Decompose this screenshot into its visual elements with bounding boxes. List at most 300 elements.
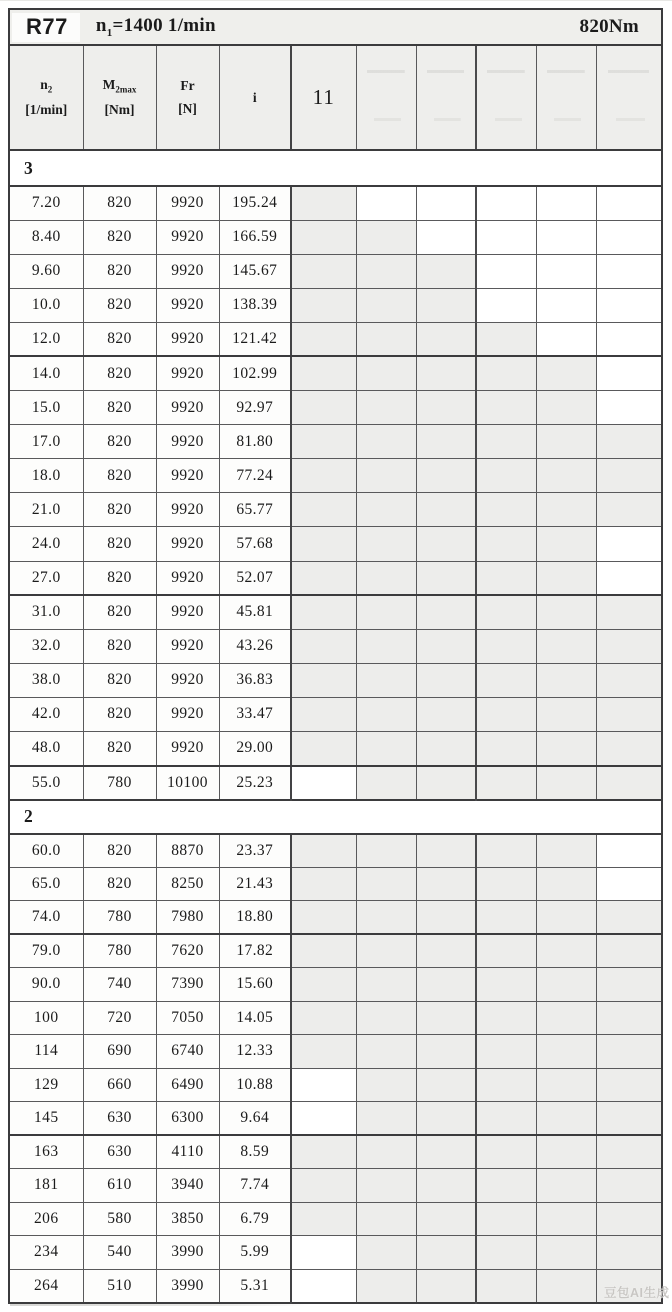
cell-n2: 24.0 — [9, 527, 83, 561]
availability-cell-shaded — [356, 254, 416, 288]
cell-n2: 18.0 — [9, 459, 83, 493]
availability-cell-shaded — [356, 1169, 416, 1203]
availability-cell-shaded — [291, 561, 356, 595]
cell-m2max: 630 — [83, 1102, 156, 1136]
cell-n2: 9.60 — [9, 254, 83, 288]
availability-cell-shaded — [291, 288, 356, 322]
col-header-motor-11 — [291, 45, 356, 150]
availability-cell-shaded — [356, 459, 416, 493]
availability-cell-shaded — [416, 934, 476, 968]
table-row — [9, 663, 662, 697]
availability-cell-shaded — [536, 1202, 596, 1236]
col-header-n2 — [9, 45, 83, 150]
availability-cell-shaded — [476, 1035, 536, 1069]
availability-cell-shaded — [596, 1068, 662, 1102]
cell-m2max: 820 — [83, 663, 156, 697]
availability-cell-shaded — [536, 901, 596, 935]
availability-cell-shaded — [416, 1001, 476, 1035]
cell-i: 65.77 — [219, 493, 291, 527]
cell-n2: 14.0 — [9, 356, 83, 390]
cell-fr: 9920 — [156, 186, 219, 220]
availability-cell-shaded — [356, 527, 416, 561]
cell-m2max: 780 — [83, 766, 156, 800]
availability-cell-shaded — [291, 425, 356, 459]
availability-cell-shaded — [536, 834, 596, 868]
availability-cell-empty — [596, 254, 662, 288]
availability-cell-shaded — [356, 1269, 416, 1303]
availability-cell-shaded — [416, 766, 476, 800]
availability-cell-shaded — [291, 493, 356, 527]
availability-cell-shaded — [416, 901, 476, 935]
availability-cell-shaded — [416, 527, 476, 561]
cell-i: 21.43 — [219, 867, 291, 901]
cell-i: 43.26 — [219, 629, 291, 663]
col-header-i-symbol: i — [252, 89, 257, 105]
availability-cell-shaded — [536, 1135, 596, 1169]
table-row — [9, 867, 662, 901]
table-row — [9, 1035, 662, 1069]
ai-watermark: 豆包AI生成 — [604, 1286, 670, 1300]
cell-i: 29.00 — [219, 732, 291, 766]
cell-i: 81.80 — [219, 425, 291, 459]
cell-m2max: 820 — [83, 629, 156, 663]
cell-fr: 9920 — [156, 527, 219, 561]
cell-fr: 9920 — [156, 663, 219, 697]
availability-cell-shaded — [356, 1035, 416, 1069]
col-header-fr — [156, 45, 219, 150]
cell-i: 14.05 — [219, 1001, 291, 1035]
availability-cell-shaded — [596, 629, 662, 663]
col-header-i — [219, 45, 291, 150]
cell-i: 102.99 — [219, 356, 291, 390]
col-header-empty — [356, 45, 416, 150]
cell-m2max: 820 — [83, 527, 156, 561]
cell-fr: 9920 — [156, 254, 219, 288]
availability-cell-shaded — [476, 1269, 536, 1303]
cell-n2: 264 — [9, 1269, 83, 1303]
availability-cell-shaded — [416, 968, 476, 1002]
cell-m2max: 580 — [83, 1202, 156, 1236]
cell-m2max: 820 — [83, 322, 156, 356]
availability-cell-shaded — [476, 1169, 536, 1203]
cell-fr: 9920 — [156, 732, 219, 766]
cell-i: 36.83 — [219, 663, 291, 697]
cell-fr: 3850 — [156, 1202, 219, 1236]
availability-cell-shaded — [596, 934, 662, 968]
availability-cell-shaded — [291, 697, 356, 731]
cell-m2max: 820 — [83, 595, 156, 629]
cell-m2max: 740 — [83, 968, 156, 1002]
cell-n2: 12.0 — [9, 322, 83, 356]
availability-cell-empty — [536, 322, 596, 356]
availability-cell-shaded — [356, 391, 416, 425]
table-row — [9, 629, 662, 663]
availability-cell-empty — [596, 527, 662, 561]
scan-edge — [0, 0, 672, 1]
availability-cell-shaded — [476, 968, 536, 1002]
availability-cell-shaded — [596, 1035, 662, 1069]
cell-m2max: 820 — [83, 254, 156, 288]
table-title-row — [9, 9, 662, 45]
availability-cell-shaded — [291, 1135, 356, 1169]
availability-cell-shaded — [476, 901, 536, 935]
cell-m2max: 610 — [83, 1169, 156, 1203]
availability-cell-shaded — [476, 934, 536, 968]
availability-cell-empty — [291, 1269, 356, 1303]
availability-cell-shaded — [476, 766, 536, 800]
availability-cell-empty — [596, 391, 662, 425]
availability-cell-shaded — [356, 968, 416, 1002]
availability-cell-shaded — [596, 1202, 662, 1236]
availability-cell-shaded — [291, 867, 356, 901]
cell-m2max: 510 — [83, 1269, 156, 1303]
availability-cell-shaded — [356, 934, 416, 968]
cell-i: 57.68 — [219, 527, 291, 561]
table-row — [9, 561, 662, 595]
availability-cell-empty — [291, 1236, 356, 1270]
availability-cell-shaded — [596, 1236, 662, 1270]
cell-i: 33.47 — [219, 697, 291, 731]
availability-cell-shaded — [536, 1035, 596, 1069]
availability-cell-shaded — [476, 527, 536, 561]
cell-fr: 9920 — [156, 629, 219, 663]
input-speed-symbol: n — [95, 15, 107, 37]
availability-cell-shaded — [356, 1102, 416, 1136]
availability-cell-empty — [596, 356, 662, 390]
cell-i: 5.99 — [219, 1236, 291, 1270]
availability-cell-shaded — [476, 732, 536, 766]
availability-cell-shaded — [291, 186, 356, 220]
availability-cell-empty — [291, 1102, 356, 1136]
cell-i: 92.97 — [219, 391, 291, 425]
availability-cell-shaded — [476, 561, 536, 595]
availability-cell-shaded — [536, 867, 596, 901]
section-label: 3 — [9, 150, 662, 186]
availability-cell-shaded — [416, 629, 476, 663]
availability-cell-shaded — [416, 1202, 476, 1236]
availability-cell-shaded — [536, 1169, 596, 1203]
cell-fr: 3990 — [156, 1269, 219, 1303]
cell-fr: 3940 — [156, 1169, 219, 1203]
cell-m2max: 820 — [83, 288, 156, 322]
availability-cell-shaded — [356, 322, 416, 356]
availability-cell-shaded — [536, 595, 596, 629]
availability-cell-shaded — [356, 493, 416, 527]
cell-m2max: 820 — [83, 220, 156, 254]
table-row — [9, 1269, 662, 1303]
cell-fr: 9920 — [156, 356, 219, 390]
availability-cell-shaded — [536, 732, 596, 766]
cell-fr: 7390 — [156, 968, 219, 1002]
cell-fr: 9920 — [156, 459, 219, 493]
cell-n2: 27.0 — [9, 561, 83, 595]
availability-cell-shaded — [596, 968, 662, 1002]
availability-cell-empty — [596, 834, 662, 868]
cell-m2max: 820 — [83, 561, 156, 595]
cell-m2max: 690 — [83, 1035, 156, 1069]
table-row — [9, 356, 662, 390]
table-row — [9, 425, 662, 459]
cell-n2: 7.20 — [9, 186, 83, 220]
cell-m2max: 820 — [83, 356, 156, 390]
table-row — [9, 901, 662, 935]
availability-cell-empty — [596, 288, 662, 322]
availability-cell-empty — [291, 1068, 356, 1102]
cell-n2: 10.0 — [9, 288, 83, 322]
availability-cell-shaded — [476, 493, 536, 527]
cell-fr: 9920 — [156, 391, 219, 425]
availability-cell-shaded — [596, 1001, 662, 1035]
availability-cell-shaded — [416, 1269, 476, 1303]
cell-fr: 9920 — [156, 288, 219, 322]
col-header-m2max — [83, 45, 156, 150]
availability-cell-shaded — [356, 288, 416, 322]
availability-cell-shaded — [536, 425, 596, 459]
availability-cell-empty — [476, 220, 536, 254]
table-row — [9, 493, 662, 527]
col-header-empty — [476, 45, 536, 150]
column-header-row — [9, 45, 662, 150]
availability-cell-shaded — [536, 493, 596, 527]
availability-cell-shaded — [416, 391, 476, 425]
cell-m2max: 820 — [83, 459, 156, 493]
availability-cell-shaded — [536, 766, 596, 800]
availability-cell-shaded — [356, 629, 416, 663]
cell-fr: 10100 — [156, 766, 219, 800]
availability-cell-shaded — [596, 697, 662, 731]
availability-cell-shaded — [356, 901, 416, 935]
availability-cell-shaded — [416, 356, 476, 390]
table-row — [9, 254, 662, 288]
table-row — [9, 459, 662, 493]
table-row — [9, 1135, 662, 1169]
availability-cell-shaded — [356, 425, 416, 459]
availability-cell-shaded — [291, 220, 356, 254]
availability-cell-shaded — [536, 934, 596, 968]
section-row — [9, 150, 662, 186]
availability-cell-shaded — [356, 1135, 416, 1169]
availability-cell-shaded — [476, 1202, 536, 1236]
cell-i: 7.74 — [219, 1169, 291, 1203]
availability-cell-shaded — [476, 356, 536, 390]
availability-cell-shaded — [476, 322, 536, 356]
cell-fr: 8250 — [156, 867, 219, 901]
table-row — [9, 1236, 662, 1270]
cell-n2: 65.0 — [9, 867, 83, 901]
availability-cell-shaded — [291, 356, 356, 390]
availability-cell-shaded — [291, 595, 356, 629]
cell-fr: 7980 — [156, 901, 219, 935]
availability-cell-shaded — [416, 1035, 476, 1069]
availability-cell-shaded — [536, 663, 596, 697]
availability-cell-shaded — [356, 561, 416, 595]
availability-cell-empty — [596, 322, 662, 356]
availability-cell-shaded — [291, 968, 356, 1002]
availability-cell-shaded — [416, 1068, 476, 1102]
cell-n2: 55.0 — [9, 766, 83, 800]
cell-n2: 100 — [9, 1001, 83, 1035]
cell-m2max: 720 — [83, 1001, 156, 1035]
availability-cell-shaded — [476, 1135, 536, 1169]
availability-cell-shaded — [291, 834, 356, 868]
availability-cell-shaded — [596, 1102, 662, 1136]
cell-n2: 114 — [9, 1035, 83, 1069]
input-speed — [96, 15, 216, 39]
cell-m2max: 660 — [83, 1068, 156, 1102]
availability-cell-shaded — [291, 254, 356, 288]
availability-cell-shaded — [416, 1236, 476, 1270]
table-row — [9, 595, 662, 629]
availability-cell-shaded — [476, 834, 536, 868]
cell-m2max: 820 — [83, 867, 156, 901]
availability-cell-shaded — [291, 459, 356, 493]
cell-i: 45.81 — [219, 595, 291, 629]
availability-cell-shaded — [356, 1236, 416, 1270]
col-header-m2max-symbol: $M_{2max}$ — [102, 77, 137, 95]
availability-cell-shaded — [291, 901, 356, 935]
table-title — [10, 10, 661, 44]
cell-i: 9.64 — [219, 1102, 291, 1136]
availability-cell-shaded — [476, 1068, 536, 1102]
cell-fr: 6490 — [156, 1068, 219, 1102]
scan-artifact — [10, 1304, 310, 1306]
cell-m2max: 820 — [83, 425, 156, 459]
availability-cell-shaded — [416, 288, 476, 322]
gear-ratings-table — [8, 8, 663, 1304]
availability-cell-shaded — [356, 732, 416, 766]
availability-cell-shaded — [536, 1001, 596, 1035]
availability-cell-shaded — [356, 663, 416, 697]
availability-cell-shaded — [356, 834, 416, 868]
availability-cell-shaded — [291, 322, 356, 356]
availability-cell-shaded — [596, 663, 662, 697]
cell-n2: 74.0 — [9, 901, 83, 935]
cell-n2: 38.0 — [9, 663, 83, 697]
cell-i: 23.37 — [219, 834, 291, 868]
input-speed-subscript: 1 — [106, 26, 113, 39]
availability-cell-shaded — [291, 1035, 356, 1069]
availability-cell-shaded — [476, 425, 536, 459]
availability-cell-empty — [536, 186, 596, 220]
cell-i: 12.33 — [219, 1035, 291, 1069]
table-row — [9, 186, 662, 220]
table-row — [9, 697, 662, 731]
table-row — [9, 934, 662, 968]
cell-n2: 32.0 — [9, 629, 83, 663]
table-row — [9, 1001, 662, 1035]
col-header-empty — [596, 45, 662, 150]
availability-cell-shaded — [291, 527, 356, 561]
availability-cell-shaded — [416, 663, 476, 697]
availability-cell-shaded — [416, 459, 476, 493]
availability-cell-shaded — [416, 834, 476, 868]
availability-cell-empty — [476, 254, 536, 288]
col-header-fr-symbol: Fr — [180, 78, 195, 94]
table-row — [9, 288, 662, 322]
availability-cell-shaded — [291, 1169, 356, 1203]
availability-cell-shaded — [416, 697, 476, 731]
availability-cell-shaded — [536, 527, 596, 561]
availability-cell-empty — [476, 288, 536, 322]
col-header-n2-unit: [1/min] — [25, 102, 68, 118]
availability-cell-shaded — [476, 1001, 536, 1035]
cell-i: 138.39 — [219, 288, 291, 322]
cell-i: 6.79 — [219, 1202, 291, 1236]
availability-cell-shaded — [536, 356, 596, 390]
cell-fr: 9920 — [156, 220, 219, 254]
availability-cell-shaded — [476, 459, 536, 493]
availability-cell-shaded — [596, 595, 662, 629]
availability-cell-shaded — [476, 663, 536, 697]
cell-i: 145.67 — [219, 254, 291, 288]
cell-m2max: 820 — [83, 697, 156, 731]
availability-cell-shaded — [476, 629, 536, 663]
table-row — [9, 527, 662, 561]
availability-cell-shaded — [596, 459, 662, 493]
table-row — [9, 1169, 662, 1203]
cell-n2: 206 — [9, 1202, 83, 1236]
availability-cell-shaded — [356, 595, 416, 629]
table-row — [9, 732, 662, 766]
cell-fr: 9920 — [156, 322, 219, 356]
availability-cell-shaded — [476, 391, 536, 425]
availability-cell-shaded — [596, 901, 662, 935]
availability-cell-shaded — [416, 322, 476, 356]
cell-fr: 4110 — [156, 1135, 219, 1169]
availability-cell-empty — [596, 561, 662, 595]
availability-cell-shaded — [356, 1202, 416, 1236]
cell-fr: 7050 — [156, 1001, 219, 1035]
cell-fr: 9920 — [156, 561, 219, 595]
availability-cell-shaded — [416, 254, 476, 288]
section-label: 2 — [9, 800, 662, 834]
cell-n2: 234 — [9, 1236, 83, 1270]
cell-n2: 15.0 — [9, 391, 83, 425]
availability-cell-shaded — [596, 732, 662, 766]
cell-n2: 8.40 — [9, 220, 83, 254]
col-header-empty — [536, 45, 596, 150]
availability-cell-shaded — [476, 867, 536, 901]
availability-cell-shaded — [476, 1102, 536, 1136]
availability-cell-shaded — [291, 934, 356, 968]
availability-cell-shaded — [536, 561, 596, 595]
availability-cell-shaded — [596, 766, 662, 800]
cell-n2: 163 — [9, 1135, 83, 1169]
cell-i: 25.23 — [219, 766, 291, 800]
cell-i: 15.60 — [219, 968, 291, 1002]
availability-cell-shaded — [536, 629, 596, 663]
availability-cell-empty — [536, 254, 596, 288]
cell-n2: 21.0 — [9, 493, 83, 527]
col-header-fr-unit: [N] — [178, 101, 197, 116]
cell-n2: 90.0 — [9, 968, 83, 1002]
cell-n2: 60.0 — [9, 834, 83, 868]
table-row — [9, 322, 662, 356]
motor-power-label: 11 — [312, 85, 335, 109]
cell-i: 10.88 — [219, 1068, 291, 1102]
availability-cell-shaded — [476, 697, 536, 731]
availability-cell-shaded — [536, 1102, 596, 1136]
table-row — [9, 1102, 662, 1136]
availability-cell-shaded — [476, 1236, 536, 1270]
section-row — [9, 800, 662, 834]
cell-fr: 7620 — [156, 934, 219, 968]
cell-i: 5.31 — [219, 1269, 291, 1303]
cell-i: 121.42 — [219, 322, 291, 356]
cell-n2: 145 — [9, 1102, 83, 1136]
cell-fr: 6300 — [156, 1102, 219, 1136]
availability-cell-shaded — [291, 1001, 356, 1035]
